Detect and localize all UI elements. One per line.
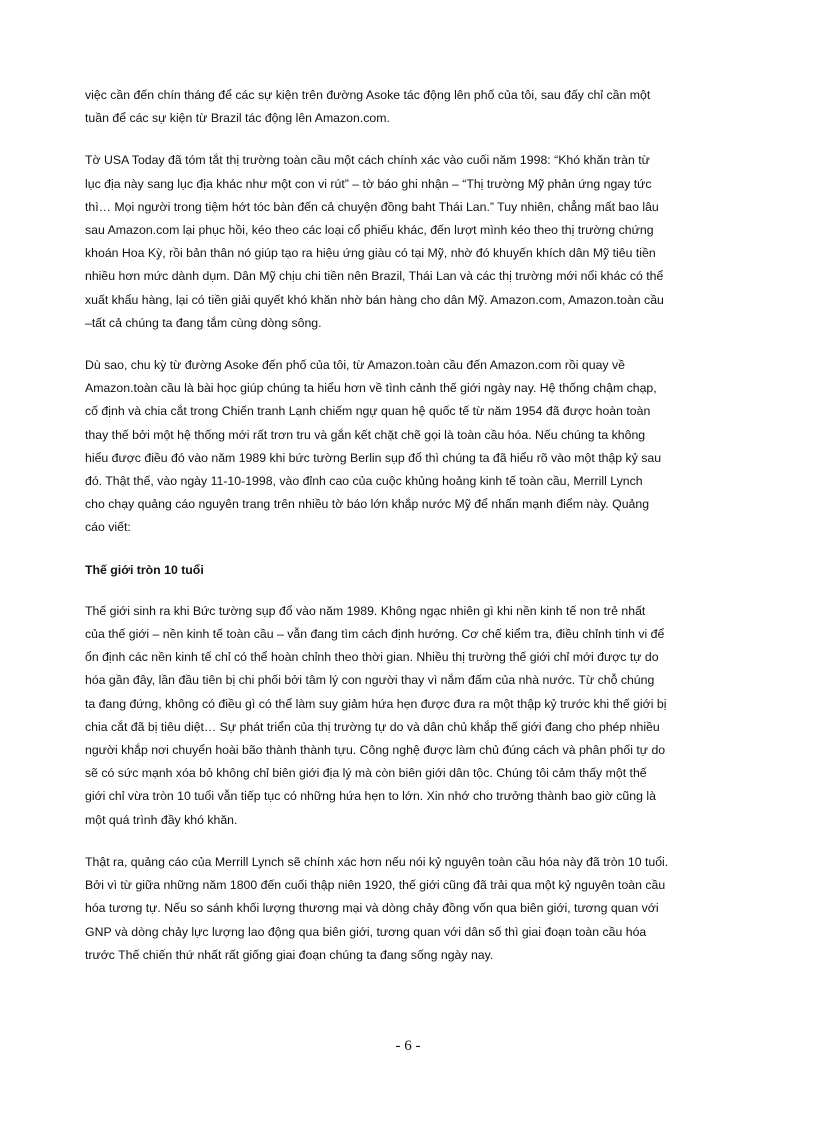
page-number: - 6 - [395,1038,421,1054]
document-page [85,84,735,986]
paragraph-2: Tờ USA Today đã tóm tắt thị trường toàn cầu một cách chính xác vào cuối năm 1998: “Khó khăn tràn từ lục địa này sang lục địa khác như một con vi rút” – tờ báo ghi nhận – “Thị trường Mỹ phản ứng ngay tức thì… Mọi người trong tiệm hớt tóc bàn đến cả chuyện đồng baht Thái Lan.” Tuy nhiên, chẳng mất bao lâu sau Amazon.com lại phục hồi, kéo theo các loại cổ phiếu khác, đến lượt mình kéo theo thị trường chứng khoán Hoa Kỳ, rồi bản thân nó giúp tạo ra hiệu ứng giàu có tại Mỹ, nhờ đó khuyến khích dân Mỹ tiêu tiền nhiều hơn mức dành dụm. Dân Mỹ chịu chi tiền nên Brazil, Thái Lan và các thị trường mới nổi khác có thể xuất khẩu hàng, lại có tiền giải quyết khó khăn nhờ bán hàng cho dân Mỹ. Amazon.com, Amazon.toàn cầu –tất cả chúng ta đang tắm cùng dòng sông. [85,153,664,330]
paragraph-4: Thế giới sinh ra khi Bức tường sụp đổ vào năm 1989. Không ngạc nhiên gì khi nền kinh tế non trẻ nhất của thế giới – nền kinh tế toàn cầu – vẫn đang tìm cách định hướng. Cơ chế kiểm tra, điều chỉnh tinh vi để ổn định các nền kinh tế chỉ có thể hoàn chỉnh theo thời gian. Nhiều thị trường thế giới chỉ mới được tự do hóa gần đây, lần đầu tiên bị chi phối bởi tâm lý con người thay vì nắm đấm của nhà nước. Từ chỗ chúng ta đang đứng, không có điều gì có thể làm suy giảm hứa hẹn được đưa ra một thập kỷ trước khi thế giới bị chia cắt đã bị tiêu diệt… Sự phát triển của thị trường tự do và dân chủ khắp thế giới đang cho phép nhiều người khắp nơi chuyển hoài bão thành thành tựu. Công nghệ được làm chủ đúng cách và phân phối tự do sẽ có sức mạnh xóa bỏ không chỉ biên giới địa lý mà còn biên giới dân tộc. Chúng tôi cảm thấy một thế giới chỉ vừa tròn 10 tuổi vẫn tiếp tục có những hứa hẹn to lớn. Xin nhớ cho trưởng thành bao giờ cũng là một quá trình đầy khó khăn. [85,603,667,827]
section-heading: Thế giới tròn 10 tuổi [85,562,204,577]
paragraph-3: Dù sao, chu kỳ từ đường Asoke đến phố của tôi, từ Amazon.toàn cầu đến Amazon.com rồi quay về Amazon.toàn cầu là bài học giúp chúng ta hiểu hơn về tình cảnh thế giới ngày nay. Hệ thống chậm chạp, cố định và chia cắt trong Chiến tranh Lạnh chiếm ngự quan hệ quốc tế từ năm 1954 đã được hoàn toàn thay thế bởi một hệ thống mới rất trơn tru và gắn kết chặt chẽ gọi là toàn cầu hóa. Nếu chúng ta không hiểu được điều đó vào năm 1989 khi bức tường Berlin sụp đổ thì chúng ta đã hiểu rõ vào một thập kỷ sau đó. Thật thế, vào ngày 11-10-1998, vào đỉnh cao của cuộc khủng hoảng kinh tế toàn cầu, Merrill Lynch cho chạy quảng cáo nguyên trang trên nhiều tờ báo lớn khắp nước Mỹ để nhấn mạnh điểm này. Quảng cáo viết: [85,358,662,535]
paragraph-5: Thật ra, quảng cáo của Merrill Lynch sẽ chính xác hơn nếu nói kỷ nguyên toàn cầu hóa này đã tròn 10 tuổi. Bởi vì từ giữa những năm 1800 đến cuối thập niên 1920, thế giới cũng đã trải qua một kỷ nguyên toàn cầu hóa tương tự. Nếu so sánh khối lượng thương mại và dòng chảy đồng vốn qua biên giới, tương quan với GNP và dòng chảy lực lượng lao động qua biên giới, tương quan với dân số thì giai đoạn toàn cầu hóa trước Thế chiến thứ nhất rất giống giai đoạn chúng ta đang sống ngày nay. [85,854,669,962]
paragraph-1: việc cần đến chín tháng để các sự kiện trên đường Asoke tác động lên phố của tôi, sau đấy chỉ cần một tuần để các sự kiện từ Brazil tác động lên Amazon.com. [85,88,651,126]
